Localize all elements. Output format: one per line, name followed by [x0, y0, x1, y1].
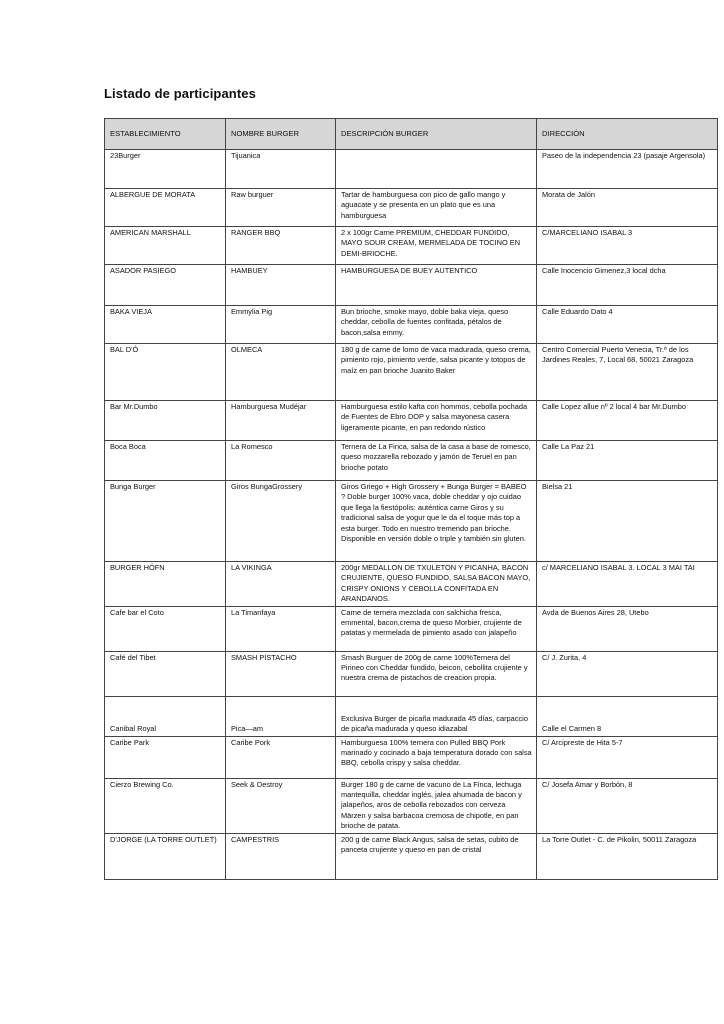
cell-establecimiento: BAL D'Ó	[105, 344, 226, 401]
cell-establecimiento: Boca Boca	[105, 441, 226, 481]
cell-establecimiento: Caribe Park	[105, 736, 226, 778]
cell-descripcion-burger: 2 x 100gr Carne PREMIUM, CHEDDAR FUNDIDO, MAYO SOUR CREAM, MERMELADA DE TOCINO EN DEMI-BRIOCHE.	[336, 227, 537, 265]
cell-direccion: C/MARCELIANO ISABAL 3	[537, 227, 718, 265]
table-row	[105, 189, 718, 227]
table-row	[105, 344, 718, 401]
header-establecimiento: ESTABLECIMIENTO	[105, 119, 226, 150]
cell-nombre-burger: LA VIKINGA	[226, 562, 336, 607]
table-row	[105, 833, 718, 879]
cell-nombre-burger: SMASH PISTACHO	[226, 651, 336, 696]
table-row	[105, 401, 718, 441]
cell-direccion: C/ Josefa Amar y Borbón, 8	[537, 778, 718, 833]
cell-establecimiento: ASADOR PASIEGO	[105, 265, 226, 306]
cell-nombre-burger: HAMBUEY	[226, 265, 336, 306]
cell-descripcion-burger: Burger 180 g de carne de vacuno de La Finca, lechuga mantequilla, cheddar inglés, jalea ahumada de bacon y jalapeños, aros de cebolla rebozados con cerveza Märzen y salsa barbacoa cremosa de chipotle, en pan brioche de patata.	[336, 778, 537, 833]
cell-establecimiento: Cafe bar el Coto	[105, 606, 226, 651]
cell-direccion: Morata de Jalón	[537, 189, 718, 227]
table-row	[105, 562, 718, 607]
cell-direccion: Calle La Paz 21	[537, 441, 718, 481]
header-descripcion-burger: DESCRIPCIÓN BURGER	[336, 119, 537, 150]
cell-establecimiento: D'JORGE (LA TORRE OUTLET)	[105, 833, 226, 879]
cell-descripcion-burger: Bun brioche, smoke mayo, doble baka vieja, queso cheddar, cebolla de fuentes confitada, pétalos de bacon,salsa emmy.	[336, 306, 537, 344]
cell-direccion: Centro Comercial Puerto Venecia, Tr.ª de los Jardines Reales, 7, Local 68, 50021 Zaragoza	[537, 344, 718, 401]
table-header-row	[105, 119, 718, 150]
table-row	[105, 696, 718, 736]
cell-descripcion-burger: HAMBURGUESA DE BUEY AUTENTICO	[336, 265, 537, 306]
cell-descripcion-burger: Carne de ternera mezclada con salchicha fresca, emmental, bacon,crema de queso Morbier, crujiente de patatas y mermelada de pimiento asado con jalapeño	[336, 606, 537, 651]
cell-nombre-burger: OLMECA	[226, 344, 336, 401]
cell-direccion: c/ MARCELIANO ISABAL 3. LOCAL 3 MAI TAI	[537, 562, 718, 607]
cell-nombre-burger: Caribe Pork	[226, 736, 336, 778]
header-nombre-burger: NOMBRE BURGER	[226, 119, 336, 150]
cell-direccion: Calle el Carmen 8	[537, 696, 718, 736]
cell-direccion: C/ J. Zurita, 4	[537, 651, 718, 696]
participants-table	[104, 118, 718, 880]
cell-nombre-burger: Hamburguesa Mudéjar	[226, 401, 336, 441]
cell-nombre-burger: CAMPESTRIS	[226, 833, 336, 879]
cell-direccion: Bielsa 21	[537, 481, 718, 562]
table-row	[105, 606, 718, 651]
cell-establecimiento: ALBERGUE DE MORATA	[105, 189, 226, 227]
cell-descripcion-burger: Hamburguesa 100% ternera con Pulled BBQ Pork marinado y cocinado a baja temperatura dorado con salsa BBQ, cebolla crispy y salsa cheddar.	[336, 736, 537, 778]
cell-direccion: Calle Eduardo Dato 4	[537, 306, 718, 344]
cell-descripcion-burger: 200 g de carne Black Angus, salsa de setas, cubito de panceta crujiente y queso en pan de cristal	[336, 833, 537, 879]
cell-descripcion-burger: Exclusiva Burger de picaña madurada 45 días, carpaccio de picaña madurada y queso idiazabal	[336, 696, 537, 736]
table-row	[105, 441, 718, 481]
cell-descripcion-burger: 200gr MEDALLON DE TXULETON Y PICANHA, BACON CRUJIENTE, QUESO FUNDIDO, SALSA BACON MAYO, CRISPY ONIONS Y CEBOLLA CONFITADA EN ARANDANOS.	[336, 562, 537, 607]
cell-nombre-burger: La Romesco	[226, 441, 336, 481]
table-row	[105, 150, 718, 189]
table-row	[105, 265, 718, 306]
cell-descripcion-burger: Smash Burguer de 200g de carne 100%Ternera del Pirineo con Cheddar fundido, beicon, cebollita crujiente y nuestra crema de pistachos de creacion propia.	[336, 651, 537, 696]
cell-establecimiento: Canibal Royal	[105, 696, 226, 736]
cell-nombre-burger: Pica—am	[226, 696, 336, 736]
cell-descripcion-burger: 180 g de carne de lomo de vaca madurada, queso crema, pimiento rojo, pimiento verde, salsa picante y totopos de maíz en pan brioche Juanito Baker	[336, 344, 537, 401]
cell-descripcion-burger	[336, 150, 537, 189]
cell-descripcion-burger: Ternera de La Finca, salsa de la casa a base de romesco, queso mozzarella rebozado y jamón de Teruel en pan brioche potato	[336, 441, 537, 481]
header-direccion: DIRECCIÓN	[537, 119, 718, 150]
cell-direccion: Calle Inocencio Gimenez,3 local dcha	[537, 265, 718, 306]
cell-establecimiento: Cierzo Brewing Co.	[105, 778, 226, 833]
cell-establecimiento: Café del Tibet	[105, 651, 226, 696]
table-row	[105, 651, 718, 696]
table-row	[105, 306, 718, 344]
cell-establecimiento: BAKA VIEJA	[105, 306, 226, 344]
cell-direccion: Avda de Buenos Aires 28, Utebo	[537, 606, 718, 651]
cell-establecimiento: 23Burger	[105, 150, 226, 189]
cell-direccion: Paseo de la independencia 23 (pasaje Argensola)	[537, 150, 718, 189]
table-row	[105, 736, 718, 778]
cell-establecimiento: AMERICAN MARSHALL	[105, 227, 226, 265]
cell-nombre-burger: Tijuanica	[226, 150, 336, 189]
cell-establecimiento: BURGER HÖFN	[105, 562, 226, 607]
table-row	[105, 778, 718, 833]
table-row	[105, 481, 718, 562]
cell-nombre-burger: La Timanfaya	[226, 606, 336, 651]
cell-direccion: La Torre Outlet - C. de Pikolin, 50011 Zaragoza	[537, 833, 718, 879]
cell-nombre-burger: Emmylia Pig	[226, 306, 336, 344]
cell-direccion: C/ Arcipreste de Hita 5-7	[537, 736, 718, 778]
cell-descripcion-burger: Hamburguesa estilo kafta con hommos, cebolla pochada de Fuentes de Ebro DOP y salsa mayonesa casera ligeramente picante, en pan redondo rústico	[336, 401, 537, 441]
cell-nombre-burger: Raw burguer	[226, 189, 336, 227]
table-row	[105, 227, 718, 265]
cell-establecimiento: Bunga Burger	[105, 481, 226, 562]
cell-descripcion-burger: Giros Griego + High Grossery + Bunga Burger = BABEO ? Doble burger 100% vaca, doble cheddar y ojo cuidao que llega la fiestópolis: auténtica carne Giros y su tradicional salsa de yogur que le da el toque más top a esta burger. Todo en nuestro tremendo pan brioche. Disponible en versión doble o triple y también sin gluten.	[336, 481, 537, 562]
page-title: Listado de participantes	[104, 86, 256, 101]
cell-nombre-burger: Giros BungaGrossery	[226, 481, 336, 562]
cell-direccion: Calle Lopez allue nº 2 local 4 bar Mr.Dumbo	[537, 401, 718, 441]
cell-establecimiento: Bar Mr.Dumbo	[105, 401, 226, 441]
cell-descripcion-burger: Tartar de hamburguesa con pico de gallo mango y aguacate y se presenta en un plato que es una hamburguesa	[336, 189, 537, 227]
cell-nombre-burger: Seek & Destroy	[226, 778, 336, 833]
cell-nombre-burger: RANGER BBQ	[226, 227, 336, 265]
